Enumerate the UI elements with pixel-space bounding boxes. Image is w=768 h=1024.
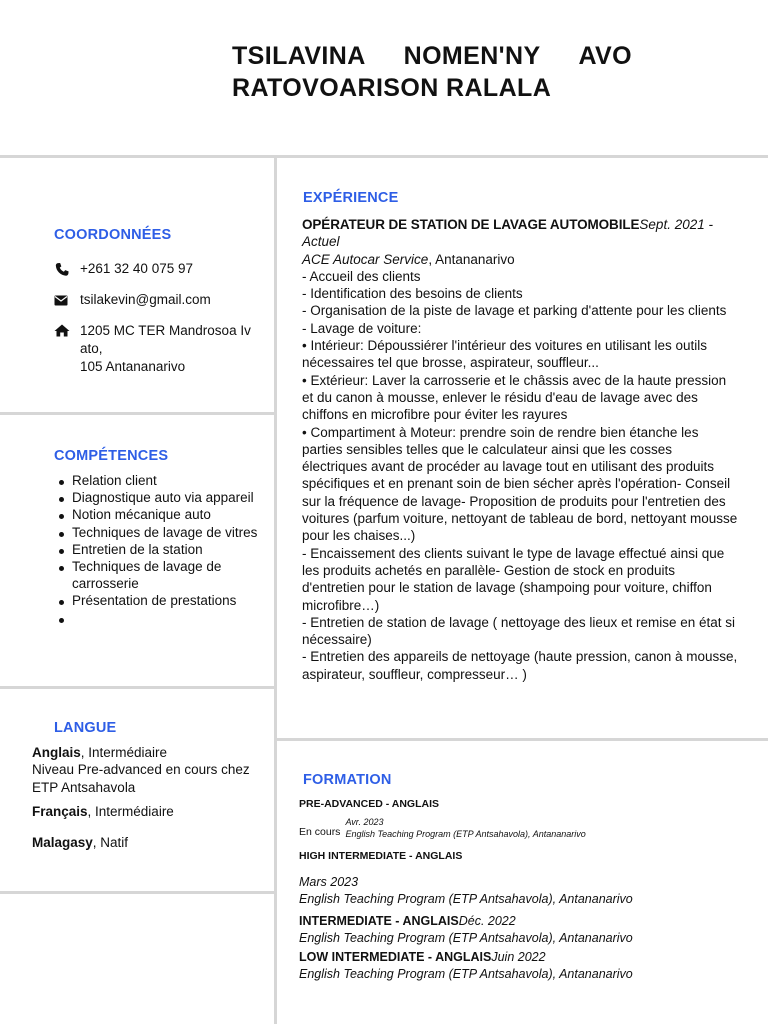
address-row xyxy=(54,322,260,376)
experience-line: • Intérieur: Dépoussiérer l'intérieur des voitures en utilisant les outils nécessaires tel que brosse, aspirateur, souffleur... xyxy=(302,338,707,371)
email-row xyxy=(54,291,260,309)
name-word-3: AVO xyxy=(578,42,632,70)
company-location: , Antananarivo xyxy=(428,251,515,267)
language-level: , Natif xyxy=(92,835,129,850)
home-icon xyxy=(54,322,80,376)
education-title: PRE-ADVANCED - ANGLAIS xyxy=(299,798,440,810)
list-item xyxy=(56,610,261,627)
left-divider-2 xyxy=(0,686,276,689)
left-divider-3 xyxy=(0,891,276,894)
education-title: HIGH INTERMEDIATE - ANGLAIS xyxy=(299,850,463,862)
experience-line: - Lavage de voiture: xyxy=(302,320,422,336)
education-title: INTERMEDIATE - ANGLAIS xyxy=(299,914,459,928)
list-item: Entretien de la station xyxy=(56,541,261,558)
experience-line: • Extérieur: Laver la carrosserie et le châssis avec de la haute pression et du canon à mousse, enlever le résidu d'eau de lavage avec des chiffons en microfibre pour éviter les rayures xyxy=(302,372,727,423)
bullet-icon xyxy=(56,541,72,558)
education-school: English Teaching Program (ETP Antsahavola), Antananarivo xyxy=(299,931,633,945)
experience-entry xyxy=(302,216,738,683)
header-divider xyxy=(0,155,768,158)
education-date: Juin 2022 xyxy=(491,950,546,964)
address-line: ato, xyxy=(80,341,103,356)
education-school: English Teaching Program (ETP Antsahavola), Antananarivo xyxy=(299,892,633,906)
education-item xyxy=(299,797,739,840)
bullet-icon xyxy=(56,506,72,523)
language-name: Anglais xyxy=(32,745,81,760)
bullet-icon xyxy=(56,558,72,592)
name-word-2: NOMEN'NY xyxy=(403,42,541,70)
phone-text: +261 32 40 075 97 xyxy=(80,261,193,276)
language-level: , Intermédiaire xyxy=(87,804,174,819)
experience-line: - Organisation de la piste de lavage et parking d'attente pour les clients xyxy=(302,303,727,319)
education-status: En cours xyxy=(299,826,341,838)
experience-line: - Identification des besoins de clients xyxy=(302,286,523,302)
list-item: Notion mécanique auto xyxy=(56,506,261,523)
education-school: English Teaching Program (ETP Antsahavola), Antananarivo xyxy=(299,967,633,981)
bullet-icon xyxy=(56,592,72,609)
education-date: Déc. 2022 xyxy=(458,914,516,928)
list-item: Techniques de lavage de vitres xyxy=(56,524,261,541)
education-school: English Teaching Program (ETP Antsahavola), Antananarivo xyxy=(345,829,586,839)
language-note: Niveau Pre-advanced en cours chez ETP Antsahavola xyxy=(32,762,250,795)
envelope-icon xyxy=(54,291,80,309)
bullet-icon xyxy=(56,524,72,541)
left-divider-1 xyxy=(0,412,276,415)
name-line-2: RATOVOARISON RALALA xyxy=(232,74,552,102)
address-text xyxy=(80,322,260,376)
education-item xyxy=(299,949,739,983)
skills-heading: COMPÉTENCES xyxy=(54,448,169,464)
list-item: Relation client xyxy=(56,472,261,489)
address-line: 105 Antananarivo xyxy=(80,359,186,374)
experience-line: - Entretien des appareils de nettoyage (haute pression, canon à mousse, aspirateur, souffleur, compresseur… ) xyxy=(302,649,738,682)
right-divider-1 xyxy=(274,738,768,741)
experience-line: - Accueil des clients xyxy=(302,268,421,284)
education-item xyxy=(299,849,739,908)
education-date: Mars 2023 xyxy=(299,875,359,889)
experience-line: - Entretien de station de lavage ( nettoyage des lieux et remise en état si nécessaire) xyxy=(302,614,736,648)
contact-heading: COORDONNÉES xyxy=(54,227,172,243)
bullet-icon xyxy=(56,489,72,506)
language-name: Malagasy xyxy=(32,835,93,850)
language-item xyxy=(32,803,257,820)
experience-line: • Compartiment à Moteur: prendre soin de rendre bien étanche les parties sensibles telles que le calculateur ainsi que les cosses électriques avant de procéder au lavage tout en utilisant des produits spécifiques et en prenant soin de bien sécher après l'opération- Conseil sur la fréquence de lavage- Proposition de produits pour l'entretien des voitures (parfum voiture, nettoyant de tableau de bord, nettoyant mousse pour les chaises...) xyxy=(302,424,738,544)
language-level: , Intermédiaire xyxy=(80,745,168,760)
experience-heading: EXPÉRIENCE xyxy=(303,190,399,206)
name-word-1: TSILAVINA xyxy=(232,42,366,70)
phone-icon xyxy=(54,260,80,278)
skills-list xyxy=(56,472,261,627)
language-item xyxy=(32,744,257,796)
list-item: Présentation de prestations xyxy=(56,592,261,609)
experience-line: - Encaissement des clients suivant le type de lavage effectué ainsi que les produits achetés en parallèle- Gestion de stock en produits d'entretien pour le station de lavage (shampoing pour voiture, chiffon microfibre…) xyxy=(302,545,725,613)
address-line: 1205 MC TER Mandrosoa Iv xyxy=(80,323,251,338)
education-date: Avr. 2023 xyxy=(345,817,384,827)
education-heading: FORMATION xyxy=(303,772,392,788)
name-line-1 xyxy=(232,40,632,72)
phone-row xyxy=(54,260,260,278)
email-text: tsilakevin@gmail.com xyxy=(80,292,211,307)
candidate-name xyxy=(232,40,632,104)
education-item xyxy=(299,913,739,947)
list-item: Techniques de lavage de carrosserie xyxy=(56,558,261,592)
language-name: Français xyxy=(32,804,88,819)
job-dates: Sept. 2021 - Actuel xyxy=(302,217,713,250)
company-name: ACE Autocar Service xyxy=(302,251,429,267)
job-employer xyxy=(302,251,738,268)
bullet-icon xyxy=(56,472,72,489)
education-title: LOW INTERMEDIATE - ANGLAIS xyxy=(299,950,492,964)
job-header xyxy=(302,216,738,251)
bullet-icon xyxy=(56,610,72,627)
list-item: Diagnostique auto via appareil xyxy=(56,489,261,506)
language-heading: LANGUE xyxy=(54,720,117,736)
language-item xyxy=(32,834,257,851)
job-title: OPÉRATEUR DE STATION DE LAVAGE AUTOMOBILE xyxy=(302,217,640,232)
